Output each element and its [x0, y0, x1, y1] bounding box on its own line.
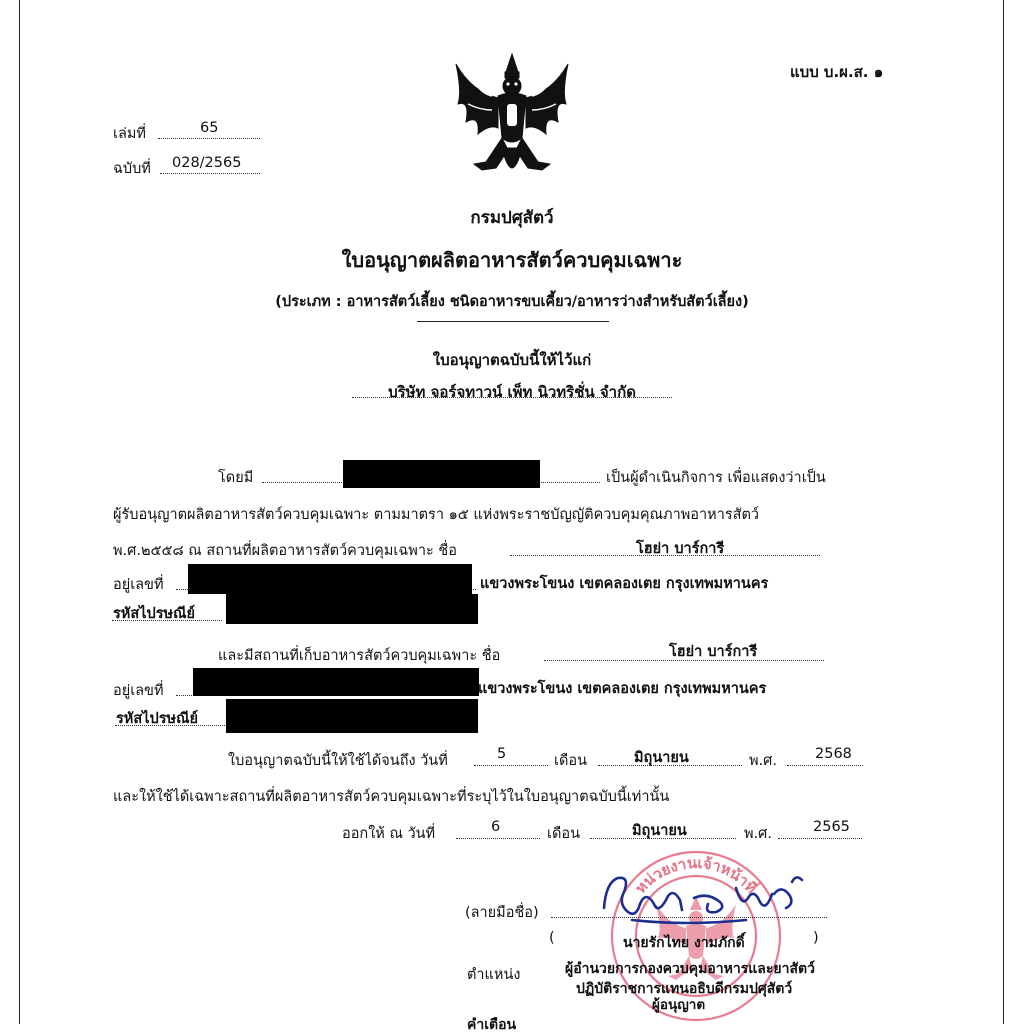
redacted-operator-name — [343, 460, 540, 488]
valid-year-label: พ.ศ. — [749, 753, 777, 769]
address-label-1: อยู่เลขที่ — [113, 577, 164, 593]
postal-label-1: รหัสไปรษณีย์ — [113, 606, 195, 622]
issued-year: 2565 — [813, 819, 850, 835]
warning-label: คำเตือน — [467, 1017, 517, 1033]
book-number: 65 — [200, 120, 219, 136]
postal-label-2: รหัสไปรษณีย์ — [116, 711, 198, 727]
signer-open-paren: ( — [549, 930, 555, 946]
department-name: กรมปศุสัตว์ — [470, 208, 554, 228]
storage-label: และมีสถานที่เก็บอาหารสัตว์ควบคุมเฉพาะ ชื่อ — [218, 648, 501, 664]
signature-label: (ลายมือชื่อ) — [465, 905, 539, 921]
position-line-3: ผู้อนุญาต — [652, 997, 706, 1013]
postal-dots-2 — [115, 725, 225, 726]
signer-name: นายรักไทย งามภักดิ์ — [623, 935, 745, 951]
postal-dots-1 — [112, 620, 222, 621]
issued-month: มิถุนายน — [632, 823, 687, 839]
valid-month-label: เดือน — [554, 753, 587, 769]
title-rule — [417, 321, 609, 322]
position-line-2: ปฏิบัติราชการแทนอธิบดีกรมปศุสัตว์ — [576, 981, 793, 997]
page-border-left — [19, 0, 20, 1024]
issued-day-dots — [456, 838, 540, 839]
licensee-name: บริษัท จอร์จทาวน์ เพ็ท นิวทริชั่น จำกัด — [388, 383, 636, 401]
address-label-2: อยู่เลขที่ — [113, 683, 164, 699]
signature-dots — [551, 917, 827, 918]
issued-year-label: พ.ศ. — [744, 826, 772, 842]
production-site-line: พ.ศ.๒๕๕๘ ณ สถานที่ผลิตอาหารสัตว์ควบคุมเฉพาะ ชื่อ — [113, 543, 457, 559]
valid-day: 5 — [497, 746, 507, 762]
garuda-emblem-icon — [452, 52, 572, 190]
position-line-1: ผู้อำนวยการกองควบคุมอาหารและยาสัตว์ — [565, 961, 815, 977]
restriction-line: และให้ใช้ได้เฉพาะสถานที่ผลิตอาหารสัตว์ควบคุมเฉพาะที่ระบุไว้ในใบอนุญาตฉบับนี้เท่านั้น — [113, 789, 670, 805]
by-label: โดยมี — [218, 470, 254, 486]
storage-site-name: โฮย่า บาร์การี — [669, 644, 758, 660]
issued-to-label: ใบอนุญาตฉบับนี้ให้ไว้แก่ — [432, 351, 592, 369]
valid-day-dots — [474, 765, 548, 766]
copy-dots — [160, 173, 260, 174]
form-code: แบบ บ.ผ.ส. ๑ — [790, 63, 884, 81]
page-border-right — [1003, 0, 1004, 1024]
issued-date-label: ออกให้ ณ วันที่ — [342, 826, 436, 842]
copy-label: ฉบับที่ — [113, 161, 151, 177]
redacted-address-1 — [188, 564, 472, 594]
seal-text: หน่วยงานเจ้าหน้าที่ — [631, 853, 761, 898]
book-label: เล่มที่ — [113, 126, 146, 142]
statute-line: ผู้รับอนุญาตผลิตอาหารสัตว์ควบคุมเฉพาะ ตามมาตรา ๑๕ แห่งพระราชบัญญัติควบคุมคุณภาพอาหารสัตว์ — [113, 507, 760, 523]
copy-number: 028/2565 — [172, 155, 242, 171]
production-site-name: โฮย่า บาร์การี — [636, 541, 725, 557]
valid-year: 2568 — [815, 746, 852, 762]
signer-close-paren: ) — [813, 930, 819, 946]
position-label: ตำแหน่ง — [467, 967, 521, 983]
license-subtitle: (ประเภท : อาหารสัตว์เลี้ยง ชนิดอาหารขบเคี้ยว/อาหารว่างสำหรับสัตว์เลี้ยง) — [275, 294, 749, 310]
redacted-address-2 — [193, 668, 479, 696]
valid-until-label: ใบอนุญาตฉบับนี้ให้ใช้ได้จนถึง วันที่ — [228, 753, 448, 769]
operator-suffix: เป็นผู้ดำเนินกิจการ เพื่อแสดงว่าเป็น — [606, 470, 826, 486]
valid-year-dots — [787, 765, 863, 766]
redacted-postal-1 — [226, 594, 478, 624]
address-rest-1: แขวงพระโขนง เขตคลองเตย กรุงเทพมหานคร — [480, 576, 769, 592]
handwritten-signature-icon — [596, 864, 808, 934]
issued-month-label: เดือน — [547, 826, 580, 842]
redacted-postal-2 — [226, 699, 478, 733]
issued-day: 6 — [491, 819, 501, 835]
book-dots — [158, 138, 260, 139]
address-rest-2: แขวงพระโขนง เขตคลองเตย กรุงเทพมหานคร — [478, 681, 767, 697]
license-title: ใบอนุญาตผลิตอาหารสัตว์ควบคุมเฉพาะ — [341, 248, 683, 272]
valid-month: มิถุนายน — [634, 750, 689, 766]
